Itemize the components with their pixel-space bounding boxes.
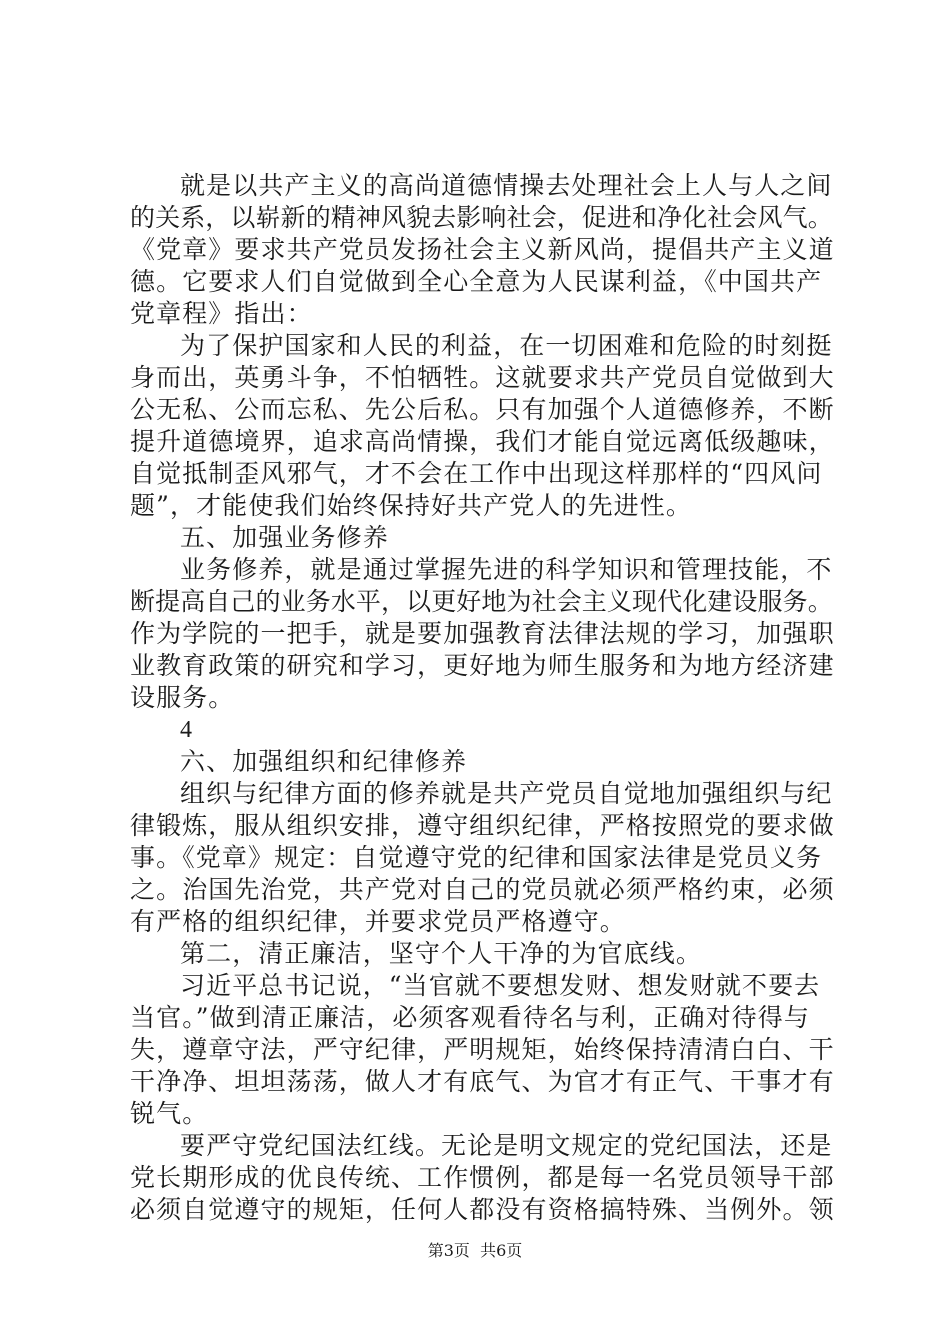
text-line: 身而出，英勇斗争，不怕牺牲。这就要求共产党员自觉做到大 xyxy=(130,363,835,392)
text-line: 党长期形成的优良传统、工作惯例，都是每一名党员领导干部 xyxy=(130,1163,835,1192)
text-line: 业务修养，就是通过掌握先进的科学知识和管理技能，不 xyxy=(180,555,833,584)
paragraph xyxy=(130,778,835,938)
text-line: 事。《党章》规定：自觉遵守党的纪律和国家法律是党员义务 xyxy=(130,843,823,872)
text-line: 有严格的组织纪律，并要求党员严格遵守。 xyxy=(130,907,626,936)
text-line: 提升道德境界，追求高尚情操，我们才能自觉远离低级趣味， xyxy=(130,427,835,456)
text-line: 习近平总书记说，“当官就不要想发财、想发财就不要去 xyxy=(180,971,821,1000)
text-line: 干净净、坦坦荡荡，做人才有底气、为官才有正气、干事才有 xyxy=(130,1067,835,1096)
text-line: 当官。”做到清正廉洁，必须客观看待名与利，正确对待得与 xyxy=(130,1003,810,1032)
text-line: 作为学院的一把手，就是要加强教育法律法规的学习，加强职 xyxy=(130,619,835,648)
text-line: 六、加强组织和纪律修养 xyxy=(180,747,468,776)
text-line: 题”，才能使我们始终保持好共产党人的先进性。 xyxy=(130,491,692,520)
text-line: 就是以共产主义的高尚道德情操去处理社会上人与人之间 xyxy=(180,171,833,200)
text-line: 之。治国先治党，共产党对自己的党员就必须严格约束，必须 xyxy=(130,875,835,904)
text-line: 断提高自己的业务水平，以更好地为社会主义现代化建设服务。 xyxy=(130,587,833,616)
text-line: 要严守党纪国法红线。无论是明文规定的党纪国法，还是 xyxy=(180,1131,833,1160)
text-line: 公无私、公而忘私、先公后私。只有加强个人道德修养，不断 xyxy=(130,395,835,424)
text-line: 必须自觉遵守的规矩，任何人都没有资格搞特殊、当例外。领 xyxy=(130,1195,835,1224)
document-body xyxy=(130,170,835,1226)
text-line: 为了保护国家和人民的利益，在一切困难和危险的时刻挺 xyxy=(180,331,833,360)
page-footer: 第3页 共6页 xyxy=(427,1241,523,1260)
text-line: 《党章》要求共产党员发扬社会主义新风尚，提倡共产主义道 xyxy=(130,235,835,264)
paragraph xyxy=(130,970,835,1130)
text-line: 组织与纪律方面的修养就是共产党员自觉地加强组织与纪 xyxy=(180,779,833,808)
text-line: 律锻炼，服从组织安排，遵守组织纪律，严格按照党的要求做 xyxy=(130,811,835,840)
section-heading xyxy=(130,938,830,970)
text-line: 党章程》指出： xyxy=(130,299,313,328)
text-line: 失，遵章守法，严守纪律，严明规矩，始终保持清清白白、干 xyxy=(130,1035,835,1064)
section-heading xyxy=(130,746,830,778)
text-line: 锐气。 xyxy=(130,1099,209,1128)
section-heading xyxy=(130,522,830,554)
text-line: 第二，清正廉洁，坚守个人干净的为官底线。 xyxy=(180,939,703,968)
paragraph xyxy=(130,1130,835,1226)
paragraph xyxy=(130,330,835,522)
text-line: 自觉抵制歪风邪气，才不会在工作中出现这样那样的“四风问 xyxy=(130,459,823,488)
inline-number xyxy=(130,714,830,746)
text-line: 德。它要求人们自觉做到全心全意为人民谋利益，《中国共产 xyxy=(130,267,823,296)
text-line: 4 xyxy=(180,717,192,743)
paragraph xyxy=(130,170,835,330)
text-line: 设服务。 xyxy=(130,683,235,712)
paragraph xyxy=(130,554,835,714)
text-line: 五、加强业务修养 xyxy=(180,523,389,552)
text-line: 的关系，以崭新的精神风貌去影响社会，促进和净化社会风气。 xyxy=(130,203,833,232)
text-line: 业教育政策的研究和学习，更好地为师生服务和为地方经济建 xyxy=(130,651,835,680)
